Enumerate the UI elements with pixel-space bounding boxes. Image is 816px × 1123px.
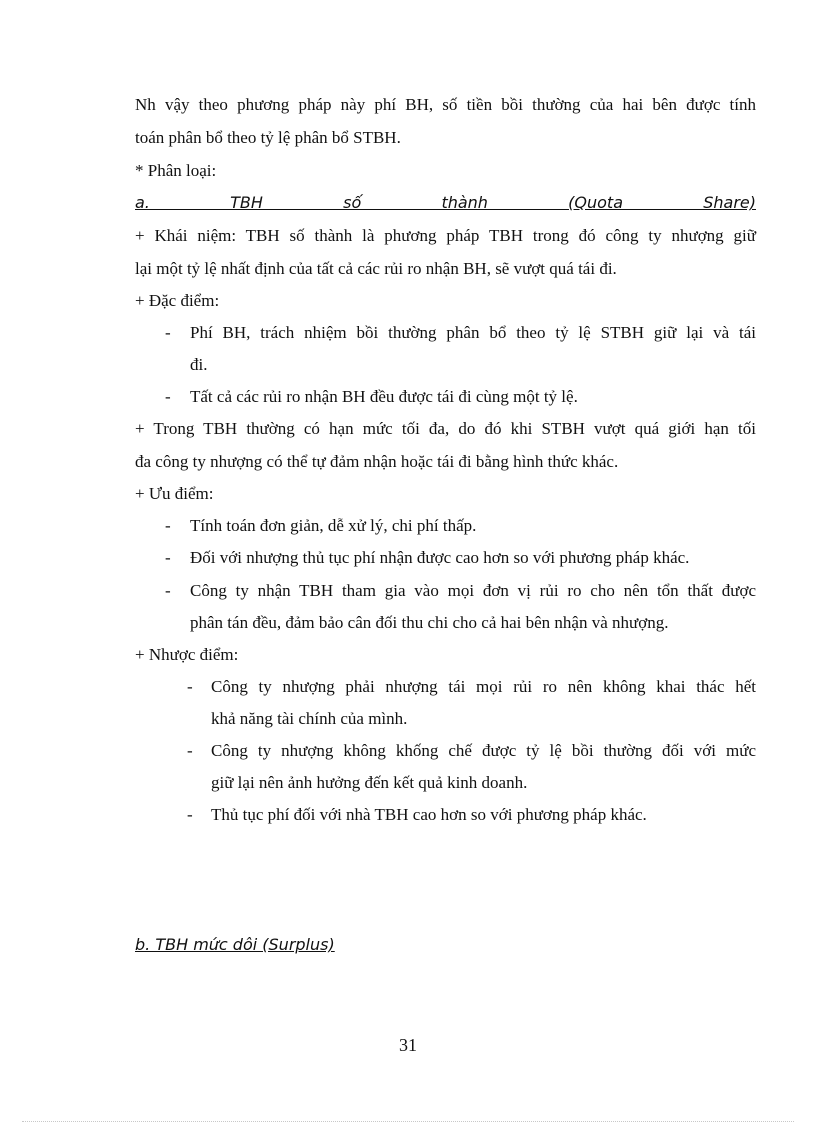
disadvantages-item-3-line-1: Thủ tục phí đối với nhà TBH cao hơn so với phương pháp khác. <box>211 805 647 824</box>
features-bullet-2: - <box>165 387 171 406</box>
features-item-2-line-1: Tất cả các rủi ro nhận BH đều được tái đi cùng một tỷ lệ. <box>190 387 578 406</box>
limit-line-1: + Trong TBH thường có hạn mức tối đa, do đó khi STBH vượt quá giới hạn tối <box>135 419 756 438</box>
features-item-1-line-2: đi. <box>190 355 208 374</box>
advantages-heading: + Ưu điểm: <box>135 484 214 503</box>
disadvantages-bullet-3: - <box>187 805 193 824</box>
advantages-item-1-line-1: Tính toán đơn giản, dễ xử lý, chi phí thấp. <box>190 516 477 535</box>
classification-heading: * Phân loại: <box>135 161 217 180</box>
advantages-item-3-line-1: Công ty nhận TBH tham gia vào mọi đơn vị rủi ro cho nên tổn thất được <box>190 581 756 600</box>
disadvantages-bullet-2: - <box>187 741 193 760</box>
features-heading: + Đặc điểm: <box>135 291 220 310</box>
disadvantages-heading: + Nhược điểm: <box>135 645 239 664</box>
disadvantages-item-2-line-2: giữ lại nên ảnh hưởng đến kết quả kinh doanh. <box>211 773 528 792</box>
concept-line-2: lại một tỷ lệ nhất định của tất cả các rủi ro nhận BH, sẽ vượt quá tái đi. <box>135 259 617 278</box>
section-b-heading: b. TBH mức dôi (Surplus) <box>135 935 335 954</box>
limit-line-2: đa công ty nhượng có thể tự đảm nhận hoặc tái đi bằng hình thức khác. <box>135 452 619 471</box>
advantages-bullet-1: - <box>165 516 171 535</box>
disadvantages-item-1-line-2: khả năng tài chính của mình. <box>211 709 408 728</box>
disadvantages-item-1-line-1: Công ty nhượng phải nhượng tái mọi rủi ro nên không khai thác hết <box>211 677 756 696</box>
page-number: 31 <box>399 1035 417 1055</box>
advantages-item-3-line-2: phân tán đều, đảm bảo cân đối thu chi cho cả hai bên nhận và nhượng. <box>190 613 669 632</box>
advantages-bullet-2: - <box>165 548 171 567</box>
intro-line-2: toán phân bổ theo tỷ lệ phân bổ STBH. <box>135 128 401 147</box>
page-bottom-border <box>22 1121 794 1122</box>
advantages-bullet-3: - <box>165 581 171 600</box>
advantages-item-2-line-1: Đối với nhượng thủ tục phí nhận được cao hơn so với phương pháp khác. <box>190 548 690 567</box>
disadvantages-bullet-1: - <box>187 677 193 696</box>
intro-line-1: Nh vậy theo phương pháp này phí BH, số tiền bồi thường của hai bên được tính <box>135 95 756 114</box>
section-a-heading-text: a. TBH số thành (Quota Share) <box>135 193 756 212</box>
features-item-1-line-1: Phí BH, trách nhiệm bồi thường phân bổ theo tỷ lệ STBH giữ lại và tái <box>190 323 756 342</box>
features-bullet-1: - <box>165 323 171 342</box>
concept-line-1: + Khái niệm: TBH số thành là phương pháp TBH trong đó công ty nhượng giữ <box>135 226 756 245</box>
section-a-heading <box>135 192 756 214</box>
disadvantages-item-2-line-1: Công ty nhượng không khống chế được tỷ lệ bồi thường đối với mức <box>211 741 756 760</box>
